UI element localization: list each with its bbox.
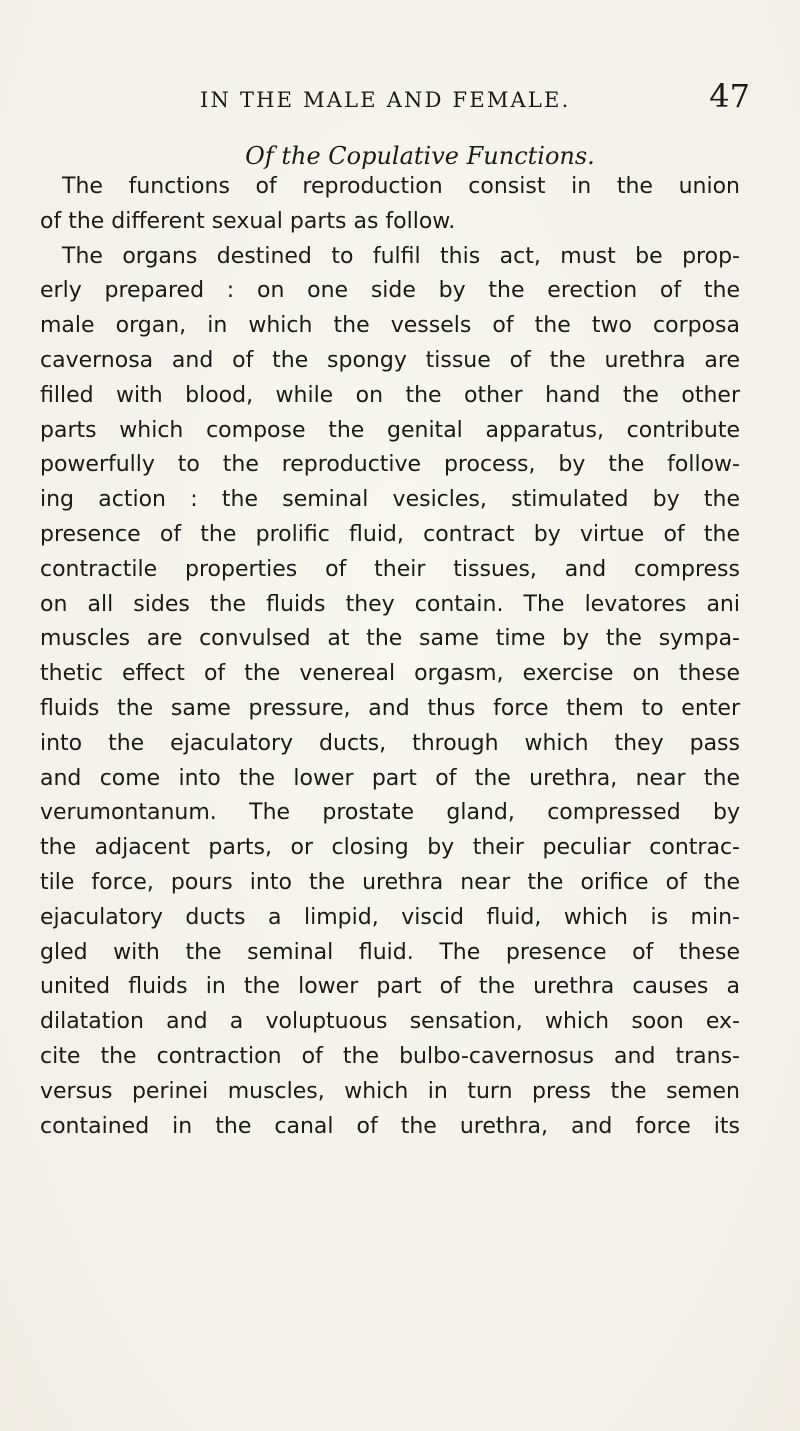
text-line: cite the contraction of the bulbo-cavernosus and trans- bbox=[40, 1043, 740, 1069]
page-number: 47 bbox=[709, 77, 750, 115]
text-line: contained in the canal of the urethra, and force its bbox=[40, 1113, 740, 1139]
text-line: ing action : the seminal vesicles, stimulated by the bbox=[40, 487, 740, 513]
text-line: verumontanum. The prostate gland, compressed by bbox=[40, 800, 740, 826]
text-line: The organs destined to fulfil this act, must be prop- bbox=[62, 243, 740, 269]
text-line: fluids the same pressure, and thus force them to enter bbox=[40, 695, 740, 721]
text-line: muscles are convulsed at the same time by the sympa- bbox=[40, 626, 740, 652]
text-line: powerfully to the reproductive process, by the follow- bbox=[40, 452, 740, 478]
text-line: ejaculatory ducts a limpid, viscid fluid, which is min- bbox=[40, 904, 740, 930]
text-line: into the ejaculatory ducts, through which they pass bbox=[40, 730, 740, 756]
section-heading: Of the Copulative Functions. bbox=[245, 142, 595, 170]
body-text bbox=[40, 170, 740, 1144]
text-line: The functions of reproduction consist in the union bbox=[62, 174, 740, 199]
text-line: thetic effect of the venereal orgasm, exercise on these bbox=[40, 661, 740, 687]
text-line: dilatation and a voluptuous sensation, which soon ex- bbox=[40, 1009, 740, 1035]
text-line: contractile properties of their tissues, and compress bbox=[40, 556, 740, 582]
text-line: cavernosa and of the spongy tissue of the urethra are bbox=[40, 347, 740, 373]
text-line: tile force, pours into the urethra near the orifice of the bbox=[40, 869, 740, 895]
text-line: on all sides the fluids they contain. The levatores ani bbox=[40, 591, 740, 617]
text-line: of the different sexual parts as follow. bbox=[40, 208, 456, 234]
text-line: gled with the seminal fluid. The presence of these bbox=[40, 939, 740, 965]
text-line: parts which compose the genital apparatus, contribute bbox=[40, 417, 740, 443]
running-title: IN THE MALE AND FEMALE. bbox=[200, 88, 571, 112]
text-line: united fluids in the lower part of the urethra causes a bbox=[40, 974, 740, 1000]
text-line: male organ, in which the vessels of the two corposa bbox=[40, 313, 740, 339]
text-line: the adjacent parts, or closing by their peculiar contrac- bbox=[40, 835, 740, 861]
text-line: and come into the lower part of the urethra, near the bbox=[40, 765, 740, 791]
text-line: versus perinei muscles, which in turn press the semen bbox=[40, 1078, 740, 1104]
running-head bbox=[40, 77, 750, 128]
text-line: presence of the prolific fluid, contract by virtue of the bbox=[40, 521, 740, 547]
text-line: erly prepared : on one side by the erection of the bbox=[40, 278, 740, 304]
text-line: filled with blood, while on the other hand the other bbox=[40, 382, 740, 408]
